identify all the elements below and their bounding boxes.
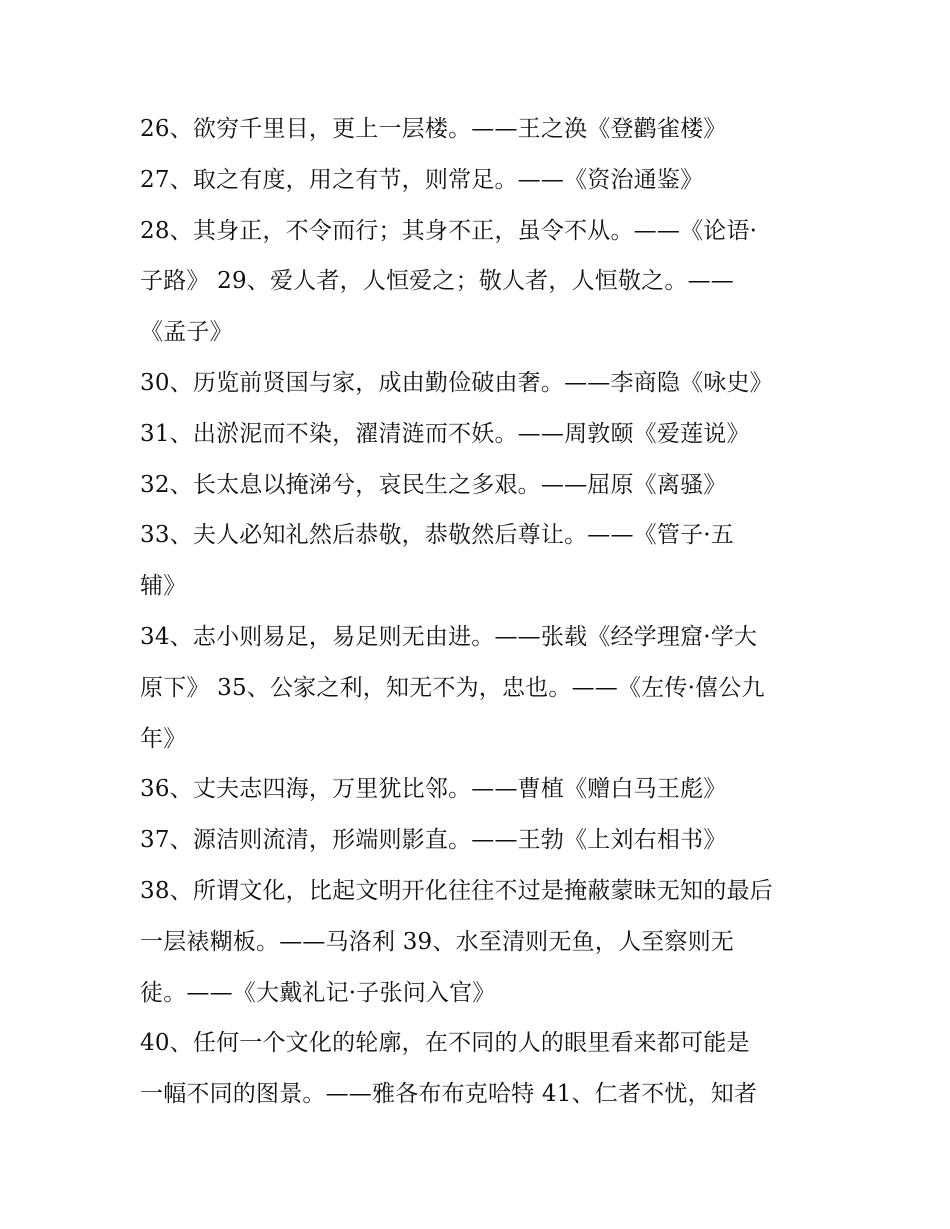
text-line: 28、其身正，不令而行；其身不正，虽令不从。——《论语· xyxy=(140,217,758,244)
text-line: 子路》 29、爱人者，人恒爱之；敬人者，人恒敬之。—— xyxy=(140,268,734,295)
text-line: 34、志小则易足，易足则无由进。——张载《经学理窟·学大 xyxy=(140,623,758,650)
text-line: 32、长太息以掩涕兮，哀民生之多艰。——屈原《离骚》 xyxy=(140,471,727,498)
text-line: 31、出淤泥而不染，濯清涟而不妖。——周敦颐《爱莲说》 xyxy=(140,420,750,447)
text-line: 26、欲穷千里目，更上一层楼。——王之涣《登鹳雀楼》 xyxy=(140,116,727,142)
text-line: 《孟子》 xyxy=(140,319,233,346)
quote-text-block xyxy=(140,104,820,1120)
text-line: 原下》 35、公家之利，知无不为，忠也。——《左传·僖公九 xyxy=(140,674,765,701)
text-line: 33、夫人必知礼然后恭敬，恭敬然后尊让。——《管子·五 xyxy=(140,522,734,549)
text-line: 38、所谓文化，比起文明开化往往不过是掩蔽蒙昧无知的最后 xyxy=(140,877,773,904)
text-line: 40、任何一个文化的轮廓，在不同的人的眼里看来都可能是 xyxy=(140,1030,750,1057)
text-line: 27、取之有度，用之有节，则常足。——《资治通鉴》 xyxy=(140,166,704,193)
text-line: 37、源洁则流清，形端则影直。——王勃《上刘右相书》 xyxy=(140,827,727,854)
text-line: 36、丈夫志四海，万里犹比邻。——曹植《赠白马王彪》 xyxy=(140,776,727,803)
text-line: 年》 xyxy=(140,725,187,752)
text-line: 辅》 xyxy=(140,573,187,600)
text-line: 30、历览前贤国与家，成由勤俭破由奢。——李商隐《咏史》 xyxy=(140,369,773,396)
text-line: 徒。——《大戴礼记·子张问入官》 xyxy=(140,979,496,1006)
text-line: 一层裱糊板。——马洛利 39、水至清则无鱼，人至察则无 xyxy=(140,928,734,955)
text-line: 一幅不同的图景。——雅各布布克哈特 41、仁者不忧，知者 xyxy=(140,1081,758,1108)
